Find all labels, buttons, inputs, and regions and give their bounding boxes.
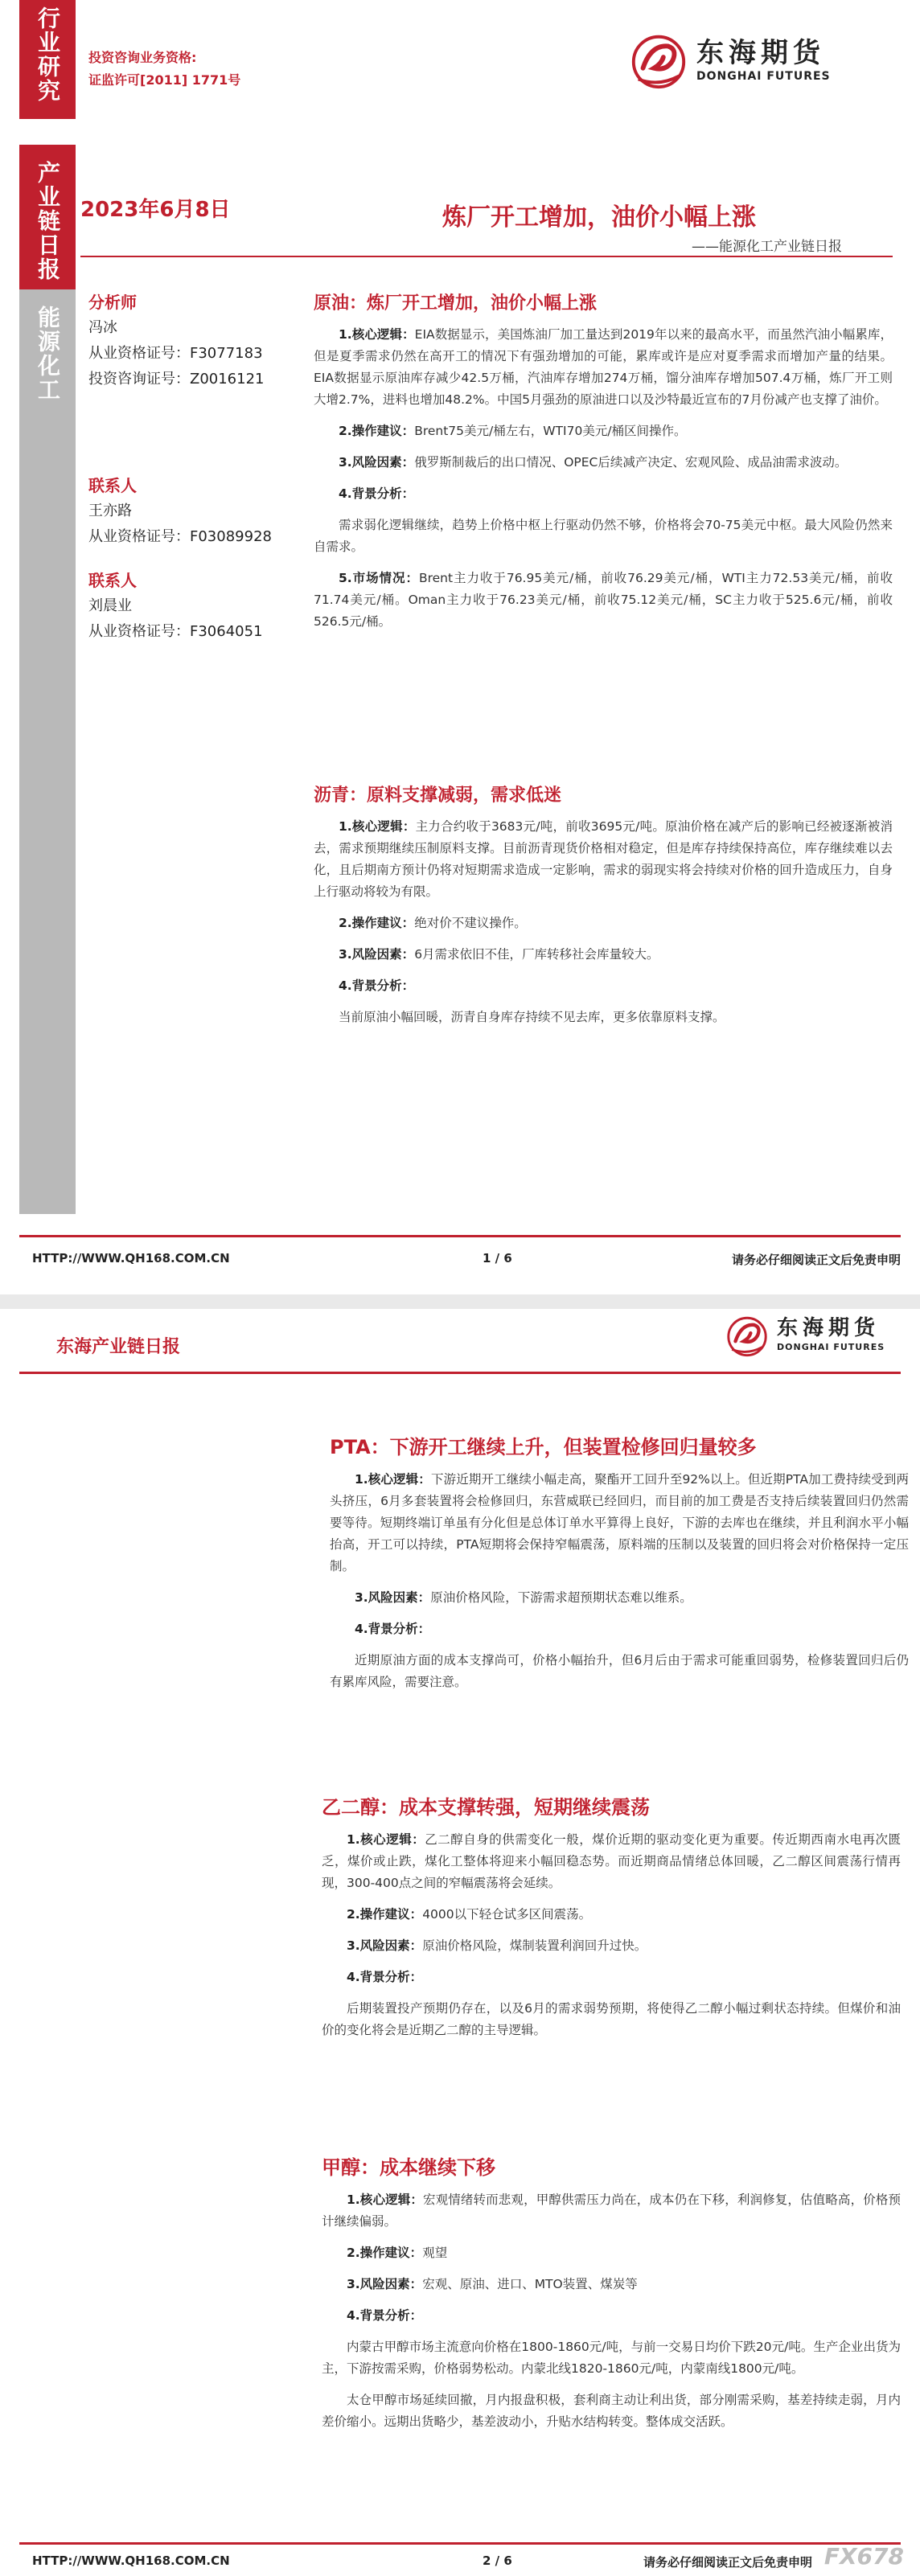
footer-divider bbox=[19, 2542, 901, 2545]
logo-chinese: 东海期货 bbox=[777, 1316, 881, 1340]
background-analysis: 近期原油方面的成本支撑尚可，价格小幅抬升，但6月后由于需求可能重回弱势，检修装置回归后仍有累库风险，需要注意。 bbox=[330, 1653, 909, 1689]
category-tab-energy-chem bbox=[19, 289, 76, 1214]
pta-section bbox=[330, 1431, 909, 1703]
analyst-label: 分析师 bbox=[88, 293, 137, 312]
background-analysis: 当前原油小幅回暖，沥青自身库存持续不见去库，更多依靠原料支撑。 bbox=[339, 1010, 725, 1024]
risk-factors: 3.风险因素：俄罗斯制裁后的出口情况、OPEC后续减产决定、宏观风险、成品油需求波动。 bbox=[339, 455, 848, 470]
meg-section bbox=[322, 1791, 901, 2051]
background-analysis: 需求弱化逻辑继续，趋势上价格中枢上行驱动仍然不够，价格将会70-75美元中枢。最大风险仍然来自需求。 bbox=[314, 518, 893, 554]
core-logic: 1.核心逻辑：EIA数据显示，美国炼油厂加工量达到2019年以来的最高水平，而虽然汽油小幅累库，但是夏季需求仍然在高开工的情况下有强劲增加的可能，累库或许是应对夏季需求而增加产量的结果。EIA数据显示原油库存减少42.5万桶，汽油库存增加274万桶，馏分油库存增加507.4万桶，炼厂开工则大增2.7%，进料也增加48.2%。中国5月强劲的原油进口以及沙特最近宣布的7月份减产也支撑了油价。 bbox=[314, 327, 893, 407]
footer-divider bbox=[19, 1235, 901, 1237]
risk-factors: 3.风险因素：6月需求依旧不佳，厂库转移社会库量较大。 bbox=[339, 947, 659, 962]
risk-factors: 3.风险因素：宏观、原油、进口、MTO装置、煤炭等 bbox=[347, 2277, 638, 2291]
background-label: 4.背景分析： bbox=[355, 1622, 431, 1636]
crude-oil-section bbox=[314, 289, 893, 642]
company-logo bbox=[724, 1312, 885, 1359]
title-divider bbox=[80, 256, 893, 257]
analyst-cert: 从业资格证号：F3077183 bbox=[88, 345, 263, 362]
core-logic: 1.核心逻辑：乙二醇自身的供需变化一般，煤价近期的驱动变化更为重要。传近期西南水电再次匮乏，煤价或止跌，煤化工整体将迎来小幅回稳态势。而近期商品情绪总体回暖，乙二醇区间震荡行情再现，300-400点之间的窄幅震荡将会延续。 bbox=[322, 1832, 901, 1890]
contact-info-2 bbox=[88, 568, 263, 645]
report-page-2 bbox=[0, 1309, 920, 2576]
report-subtitle: ——能源化工产业链日报 bbox=[692, 239, 842, 255]
disclaimer-note: 请务必仔细阅读正文后免责申明 bbox=[731, 1253, 901, 1267]
contact-name: 刘晨业 bbox=[88, 597, 132, 614]
header-divider bbox=[19, 1372, 901, 1374]
contact-cert: 从业资格证号：F3064051 bbox=[88, 623, 263, 640]
methanol-section bbox=[322, 2151, 901, 2443]
section-title: 原油：炼厂开工增加，油价小幅上涨 bbox=[314, 293, 598, 314]
background-analysis-taicang: 太仓甲醇市场延续回撤，月内报盘积极，套利商主动让利出货，部分刚需采购，基差持续走弱，月内差价缩小。远期出货略少，基差波动小，升贴水结构转变。整体成交活跃。 bbox=[322, 2393, 901, 2429]
risk-factors: 3.风险因素：原油价格风险，煤制装置利润回升过快。 bbox=[347, 1938, 647, 1953]
logo-english: DONGHAI FUTURES bbox=[777, 1342, 885, 1352]
contact-cert: 从业资格证号：F03089928 bbox=[88, 528, 272, 545]
section-title: PTA：下游开工继续上升，但装置检修回归量较多 bbox=[330, 1436, 757, 1458]
license-info bbox=[88, 47, 240, 92]
page-number: 2 / 6 bbox=[483, 2553, 512, 2568]
tab-text: 行业研究 bbox=[35, 6, 61, 103]
license-line1: 投资咨询业务资格: bbox=[88, 50, 197, 65]
tab-text: 产业链日报 bbox=[35, 161, 61, 281]
operation-advice: 2.操作建议：绝对价不建议操作。 bbox=[339, 916, 527, 930]
contact-label: 联系人 bbox=[88, 476, 137, 495]
background-analysis-inner-mongolia: 内蒙古甲醇市场主流意向价格在1800-1860元/吨，与前一交易日均价下跌20元/吨。生产企业出货为主，下游按需采购，价格弱势松动。内蒙北线1820-1860元/吨，内蒙南线1800元/吨。 bbox=[322, 2340, 901, 2376]
market-status: 5.市场情况：Brent主力收于76.95美元/桶，前收76.29美元/桶，WTI主力72.53美元/桶，前收71.74美元/桶。Oman主力收于76.23美元/桶，前收75.12美元/桶，SC主力收于525.6元/桶，前收526.5元/桶。 bbox=[314, 571, 893, 629]
background-label: 4.背景分析： bbox=[339, 978, 415, 993]
license-line2: 证监许可[2011] 1771号 bbox=[88, 72, 241, 88]
background-analysis: 后期装置投产预期仍存在，以及6月的需求弱势预期，将使得乙二醇小幅过剩状态持续。但煤价和油价的变化将会是近期乙二醇的主导逻辑。 bbox=[322, 2001, 901, 2037]
analyst-consult-cert: 投资咨询证号：Z0016121 bbox=[88, 371, 265, 388]
section-title: 甲醇：成本继续下移 bbox=[322, 2156, 495, 2179]
contact-label: 联系人 bbox=[88, 571, 137, 590]
risk-factors: 3.风险因素：原油价格风险，下游需求超预期状态难以维系。 bbox=[355, 1590, 692, 1605]
contact-info-1 bbox=[88, 473, 272, 550]
background-label: 4.背景分析： bbox=[339, 486, 415, 501]
section-title: 乙二醇：成本支撑转强，短期继续震荡 bbox=[322, 1796, 650, 1819]
operation-advice: 2.操作建议：观望 bbox=[347, 2246, 448, 2260]
dragon-logo-icon bbox=[724, 1312, 770, 1359]
contact-name: 王亦路 bbox=[88, 502, 132, 519]
core-logic: 1.核心逻辑：宏观情绪转而悲观，甲醇供需压力尚在，成本仍在下移，利润修复，估值略高，价格预计继续偏弱。 bbox=[322, 2192, 901, 2229]
report-title: 炼厂开工增加，油价小幅上涨 bbox=[442, 203, 756, 232]
background-label: 4.背景分析： bbox=[347, 1970, 423, 1984]
page-number: 1 / 6 bbox=[483, 1251, 512, 1265]
category-tab-chain-daily bbox=[19, 145, 76, 289]
logo-chinese: 东海期货 bbox=[696, 37, 825, 69]
report-date: 2023年6月8日 bbox=[80, 198, 231, 222]
analyst-info bbox=[88, 289, 265, 392]
website-link[interactable]: HTTP://WWW.QH168.COM.CN bbox=[32, 2553, 230, 2568]
core-logic: 1.核心逻辑：主力合约收于3683元/吨，前收3695元/吨。原油价格在减产后的影响已经被逐渐被消去，需求预期继续压制原料支撑。目前沥青现货价格相对稳定，但是库存持续保持高位，库存继续难以去化，且后期南方预计仍将对短期需求造成一定影响，需求的弱现实将会持续对价格的回升造成压力，自身上行驱动将较为有限。 bbox=[314, 819, 893, 899]
page-header-title: 东海产业链日报 bbox=[56, 1337, 181, 1357]
dragon-logo-icon bbox=[627, 29, 690, 92]
disclaimer-note: 请务必仔细阅读正文后免责申明 bbox=[643, 2555, 812, 2570]
page-gap bbox=[0, 1294, 920, 1309]
category-tab-industry-research bbox=[19, 0, 76, 119]
logo-english: DONGHAI FUTURES bbox=[696, 70, 831, 83]
tab-text: 能源化工 bbox=[35, 306, 61, 402]
asphalt-section bbox=[314, 781, 893, 1038]
operation-advice: 2.操作建议：4000以下轻仓试多区间震荡。 bbox=[347, 1907, 592, 1922]
operation-advice: 2.操作建议：Brent75美元/桶左右，WTI70美元/桶区间操作。 bbox=[339, 424, 687, 438]
company-logo bbox=[627, 29, 831, 92]
background-label: 4.背景分析： bbox=[347, 2308, 423, 2323]
website-link[interactable]: HTTP://WWW.QH168.COM.CN bbox=[32, 1251, 230, 1265]
section-title: 沥青：原料支撑减弱，需求低迷 bbox=[314, 786, 562, 806]
analyst-name: 冯冰 bbox=[88, 319, 117, 336]
watermark: FX678 bbox=[823, 2543, 904, 2570]
core-logic: 1.核心逻辑：下游近期开工继续小幅走高，聚酯开工回升至92%以上。但近期PTA加工费持续受到两头挤压，6月多套装置将会检修回归，东营威联已经回归，而目前的加工费是否支持后续装置回归仍然需要等待。短期终端订单虽有分化但是总体订单水平算得上良好，下游的去库也在继续，并且利润水平小幅抬高，开工可以持续，PTA短期将会保持窄幅震荡，原料端的压制以及装置的回归将会对价格保持一定压制。 bbox=[330, 1472, 909, 1573]
